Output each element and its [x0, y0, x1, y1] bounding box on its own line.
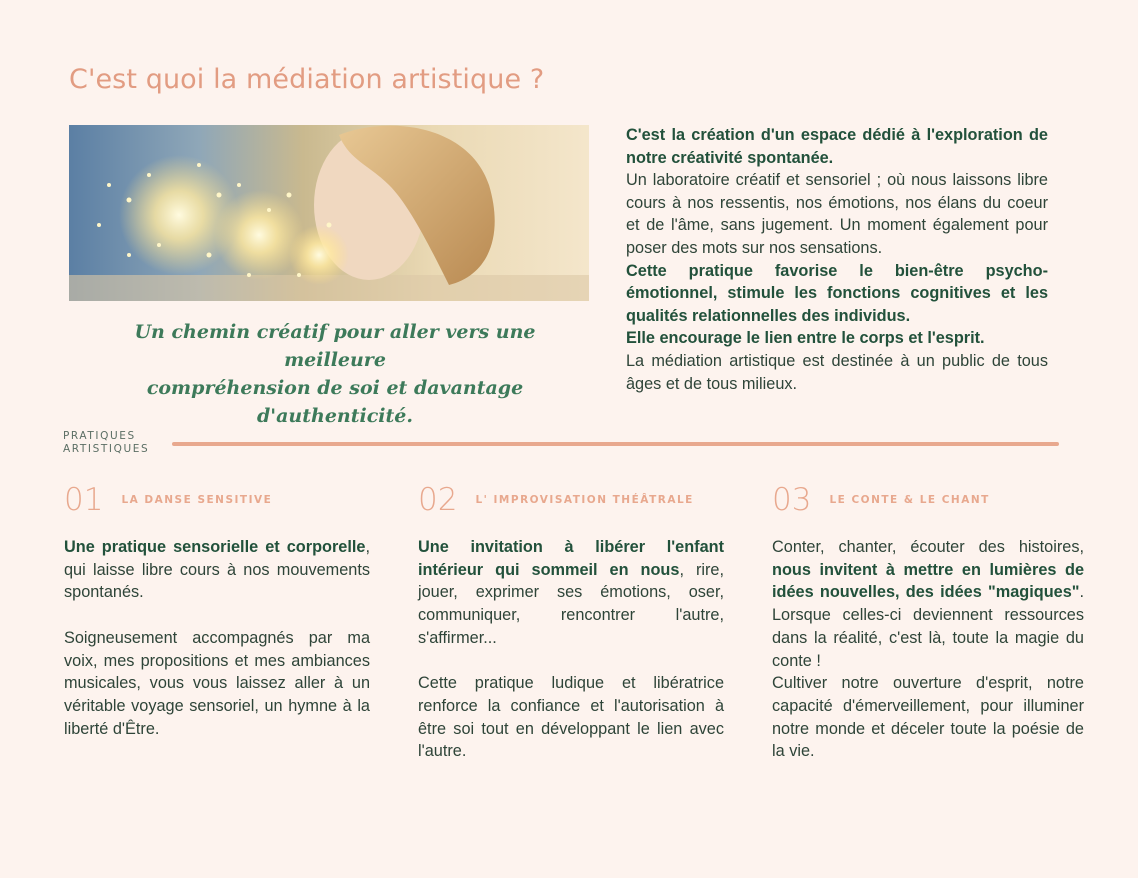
practice-lead-rest: , rire, jouer, exprimer ses émotions, oser, communiquer, rencontrer l'autre, s'affirmer...	[418, 560, 724, 647]
intro-audience: La médiation artistique est destinée à un public de tous âges et de tous milieux.	[626, 351, 1048, 393]
practice-lead: Une invitation à libérer l'enfant intérieur qui sommeil en nous	[418, 538, 724, 579]
practice-body	[418, 536, 724, 763]
practice-theatre	[418, 482, 724, 786]
practice-header	[418, 482, 724, 518]
practice-paragraph: Cette pratique ludique et libératrice renforce la confiance et l'autorisation à être soi tout en développant le lien avec l'autre.	[418, 674, 724, 761]
section-label-line1: PRATIQUES	[63, 430, 136, 442]
practice-lead: Une pratique sensorielle et corporelle	[64, 538, 366, 556]
woman-lights-photo	[69, 125, 589, 301]
practice-dance	[64, 482, 370, 763]
practice-title: LE CONTE & LE CHANT	[829, 494, 990, 506]
practice-header	[64, 482, 370, 518]
tagline-line1: Un chemin créatif pour aller vers une meilleure	[134, 321, 536, 371]
section-divider	[172, 442, 1059, 446]
practice-title: L' IMPROVISATION THÉÂTRALE	[475, 494, 694, 506]
practice-lead-rest: . Lorsque celles-ci deviennent ressources dans la réalité, c'est là, toute la magie du conte !	[772, 583, 1084, 670]
practice-paragraph: Cultiver notre ouverture d'esprit, notre capacité d'émerveillement, pour illuminer notre monde et déceler toute la poésie de la vie.	[772, 674, 1084, 761]
practice-lead-start: Conter, chanter, écouter des histoires,	[772, 538, 1084, 556]
practice-body	[64, 536, 370, 740]
tagline-line2: compréhension de soi et davantage d'authenticité.	[146, 377, 524, 427]
intro-body-mind: Elle encourage le lien entre le corps et l'esprit.	[626, 329, 985, 348]
practice-body	[772, 536, 1084, 763]
intro-benefits: Cette pratique favorise le bien-être psycho-émotionnel, stimule les fonctions cognitives et les qualités relationnelles des individus.	[626, 261, 1048, 325]
practice-tale-song	[772, 482, 1084, 786]
section-label-line2: ARTISTIQUES	[63, 443, 150, 455]
page-title: C'est quoi la médiation artistique ?	[69, 64, 545, 95]
practice-paragraph: Soigneusement accompagnés par ma voix, mes propositions et mes ambiances musicales, vous vous laissez aller à un véritable voyage sensoriel, un hymne à la liberté d'Être.	[64, 628, 370, 738]
practice-lead-rest: , qui laisse libre cours à nos mouvements spontanés.	[64, 538, 370, 602]
practice-number: 02	[418, 482, 458, 518]
practice-number: 01	[64, 482, 104, 518]
section-label	[63, 430, 173, 456]
practice-lead: nous invitent à mettre en lumières de idées nouvelles, des idées "magiques"	[772, 560, 1084, 602]
intro-text	[626, 124, 1048, 395]
tagline	[100, 318, 570, 430]
intro-paragraph: Un laboratoire créatif et sensoriel ; où nous laissons libre cours à nos ressentis, nos émotions, nos élans du coeur et de l'âme, sans jugement. Un moment également pour poser des mots sur nos sensations.	[626, 171, 1048, 257]
intro-lead: C'est la création d'un espace dédié à l'exploration de notre créativité spontanée.	[626, 126, 1048, 167]
practice-header	[772, 482, 1084, 518]
practice-title: LA DANSE SENSITIVE	[121, 494, 273, 506]
practice-number: 03	[772, 482, 812, 518]
